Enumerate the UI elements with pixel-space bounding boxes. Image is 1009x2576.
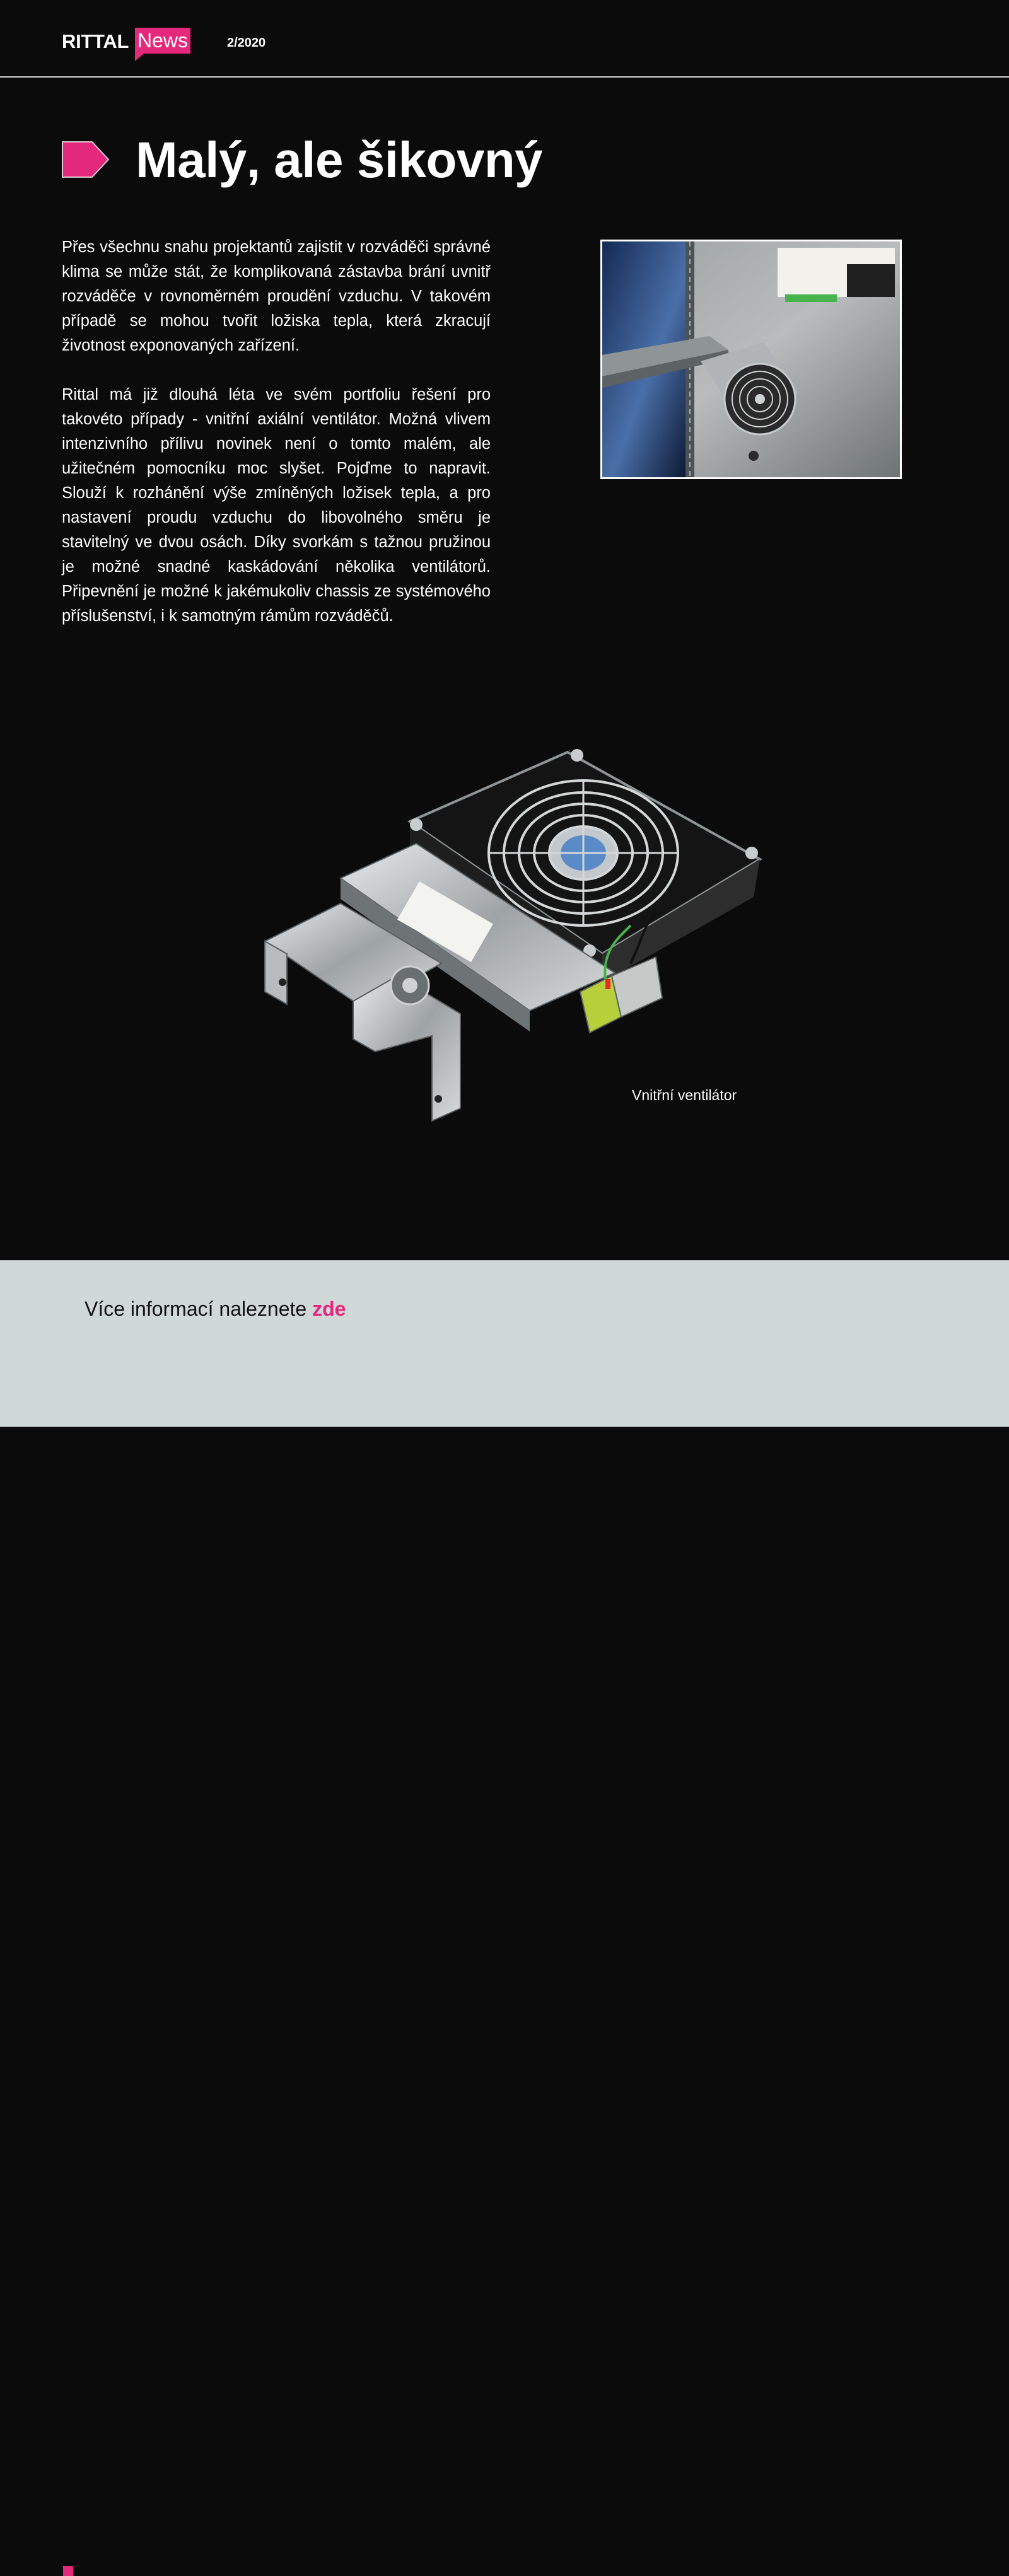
installed-fan-photo [600,240,902,479]
bullet-square-icon [63,2566,73,2576]
header-divider [0,76,1009,78]
title-arrow-icon [62,141,110,178]
photo-caption: Vnitřní ventilátor [632,1087,737,1103]
article-paragraph-2: Rittal má již dlouhá léta ve svém portfoliu řešení pro takovéto případy - vnitřní axiální ventilátor. Možná vlivem intenzivního přílivu novinek není o tomto malém, ale užitečném pomocníku moc slyšet. Pojďme to napravit. Slouží k rozhánění výše zmíněných ložisek tepla, a pro nastavení proudu vzduchu do libovolného směru je stavitelný ve dvou osách. Díky svorkám s tažnou pružinou je možné snadné kaskádování několika ventilátorů. Připevnění je možné k jakémukoliv chassis ze systémového příslušenství, i k samotným rámům rozváděčů. [62,386,491,625]
page-footer [0,1260,1009,1427]
article-title: Malý, ale šikovný [136,132,543,188]
article-paragraph-1: Přes všechnu snahu projektantů zajistit v rozváděči správné klima se může stát, že komplikovaná zástavba brání uvnitř rozváděče v rovnoměrném proudění vzduchu. V takovém případě se mohou tvořit ložiska tepla, která zkracují životnost exponovaných zařízení. [62,238,491,354]
issue-number: 2/2020 [227,36,266,50]
fan-product-photo [252,736,776,1127]
more-info-text: Více informací naleznete [85,1297,313,1320]
more-info-link[interactable]: zde [312,1297,346,1320]
page-header [0,0,1009,77]
logo-badge-tail [135,54,144,61]
logo-badge: News [135,28,190,54]
more-info [85,1297,346,1321]
logo-brand: RITTAL [62,30,129,52]
